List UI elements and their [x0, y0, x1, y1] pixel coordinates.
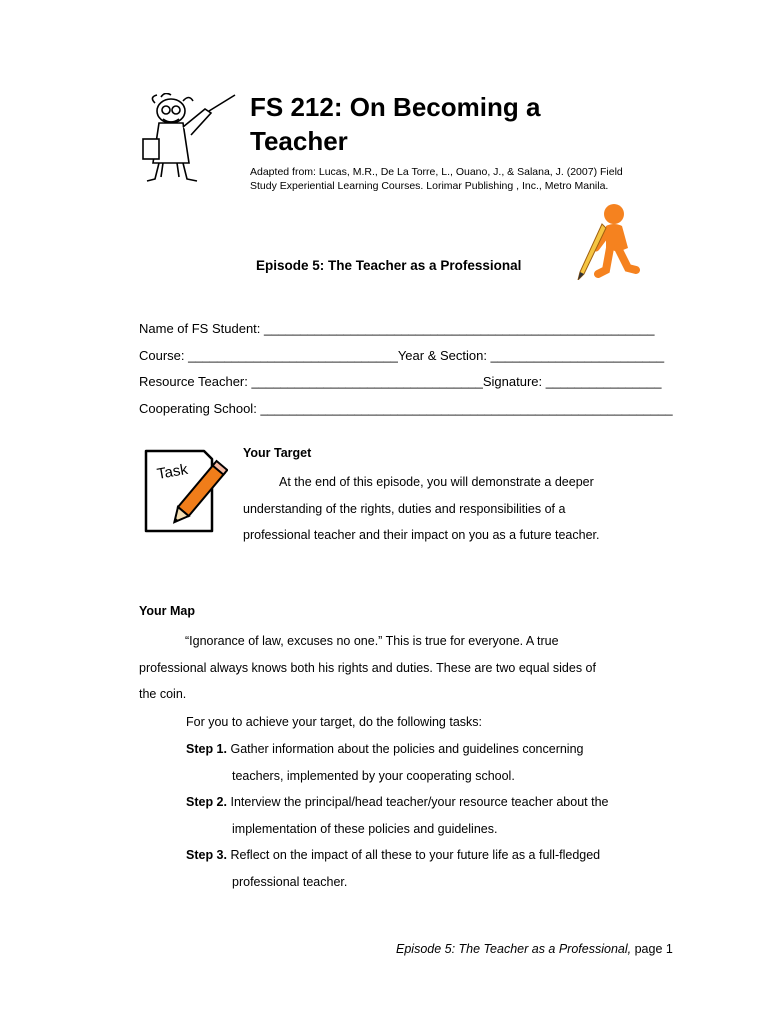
map-paragraph: “Ignorance of law, excuses no one.” This is true for everyone. A true professional always knows both his rights and duties. These are two equal sides of the coin. [139, 634, 596, 701]
page-footer [396, 942, 673, 956]
task-pencil-icon [138, 445, 228, 535]
step-1: Step 1. Gather information about the policies and guidelines concerning teachers, implemented by your cooperating school. [186, 742, 584, 783]
adapted-from-citation: Adapted from: Lucas, M.R., De La Torre, L., Ouano, J., & Salana, J. (2007) Field Study Experiential Learning Courses. Lorimar Publishing , Inc., Metro Manila. [250, 166, 623, 192]
course-field[interactable]: Course: _____________________________Year & Section: ________________________ [139, 347, 665, 363]
map-heading: Your Map [139, 604, 196, 618]
step-3: Step 3. Reflect on the impact of all these to your future life as a full-fledged professional teacher. [186, 848, 601, 889]
footer-page-number: page 1 [634, 942, 673, 956]
task-label: Task [155, 460, 190, 483]
episode-title: Episode 5: The Teacher as a Professional [256, 258, 522, 273]
student-info-fields [139, 319, 699, 425]
name-field[interactable]: Name of FS Student: ______________________________________________________ [139, 321, 655, 336]
footer-episode: Episode 5: The Teacher as a Professional, [396, 942, 632, 956]
target-paragraph: At the end of this episode, you will demonstrate a deeper understanding of the rights, duties and responsibilities of a professional teacher and their impact on you as a future teacher. [243, 475, 600, 542]
step-2: Step 2. Interview the principal/head teacher/your resource teacher about the implementation of these policies and guidelines. [186, 795, 609, 836]
figure-with-pencil-icon [572, 200, 644, 280]
page-title: FS 212: On Becoming a Teacher [250, 92, 541, 156]
target-heading: Your Target [243, 446, 312, 460]
resource-teacher-field[interactable]: Resource Teacher: ________________________________Signature: ________________ [139, 374, 662, 389]
tasks-lead: For you to achieve your target, do the following tasks: [186, 715, 482, 729]
cooperating-school-field[interactable]: Cooperating School: _________________________________________________________ [139, 400, 673, 416]
professor-clipart-icon [133, 93, 243, 188]
